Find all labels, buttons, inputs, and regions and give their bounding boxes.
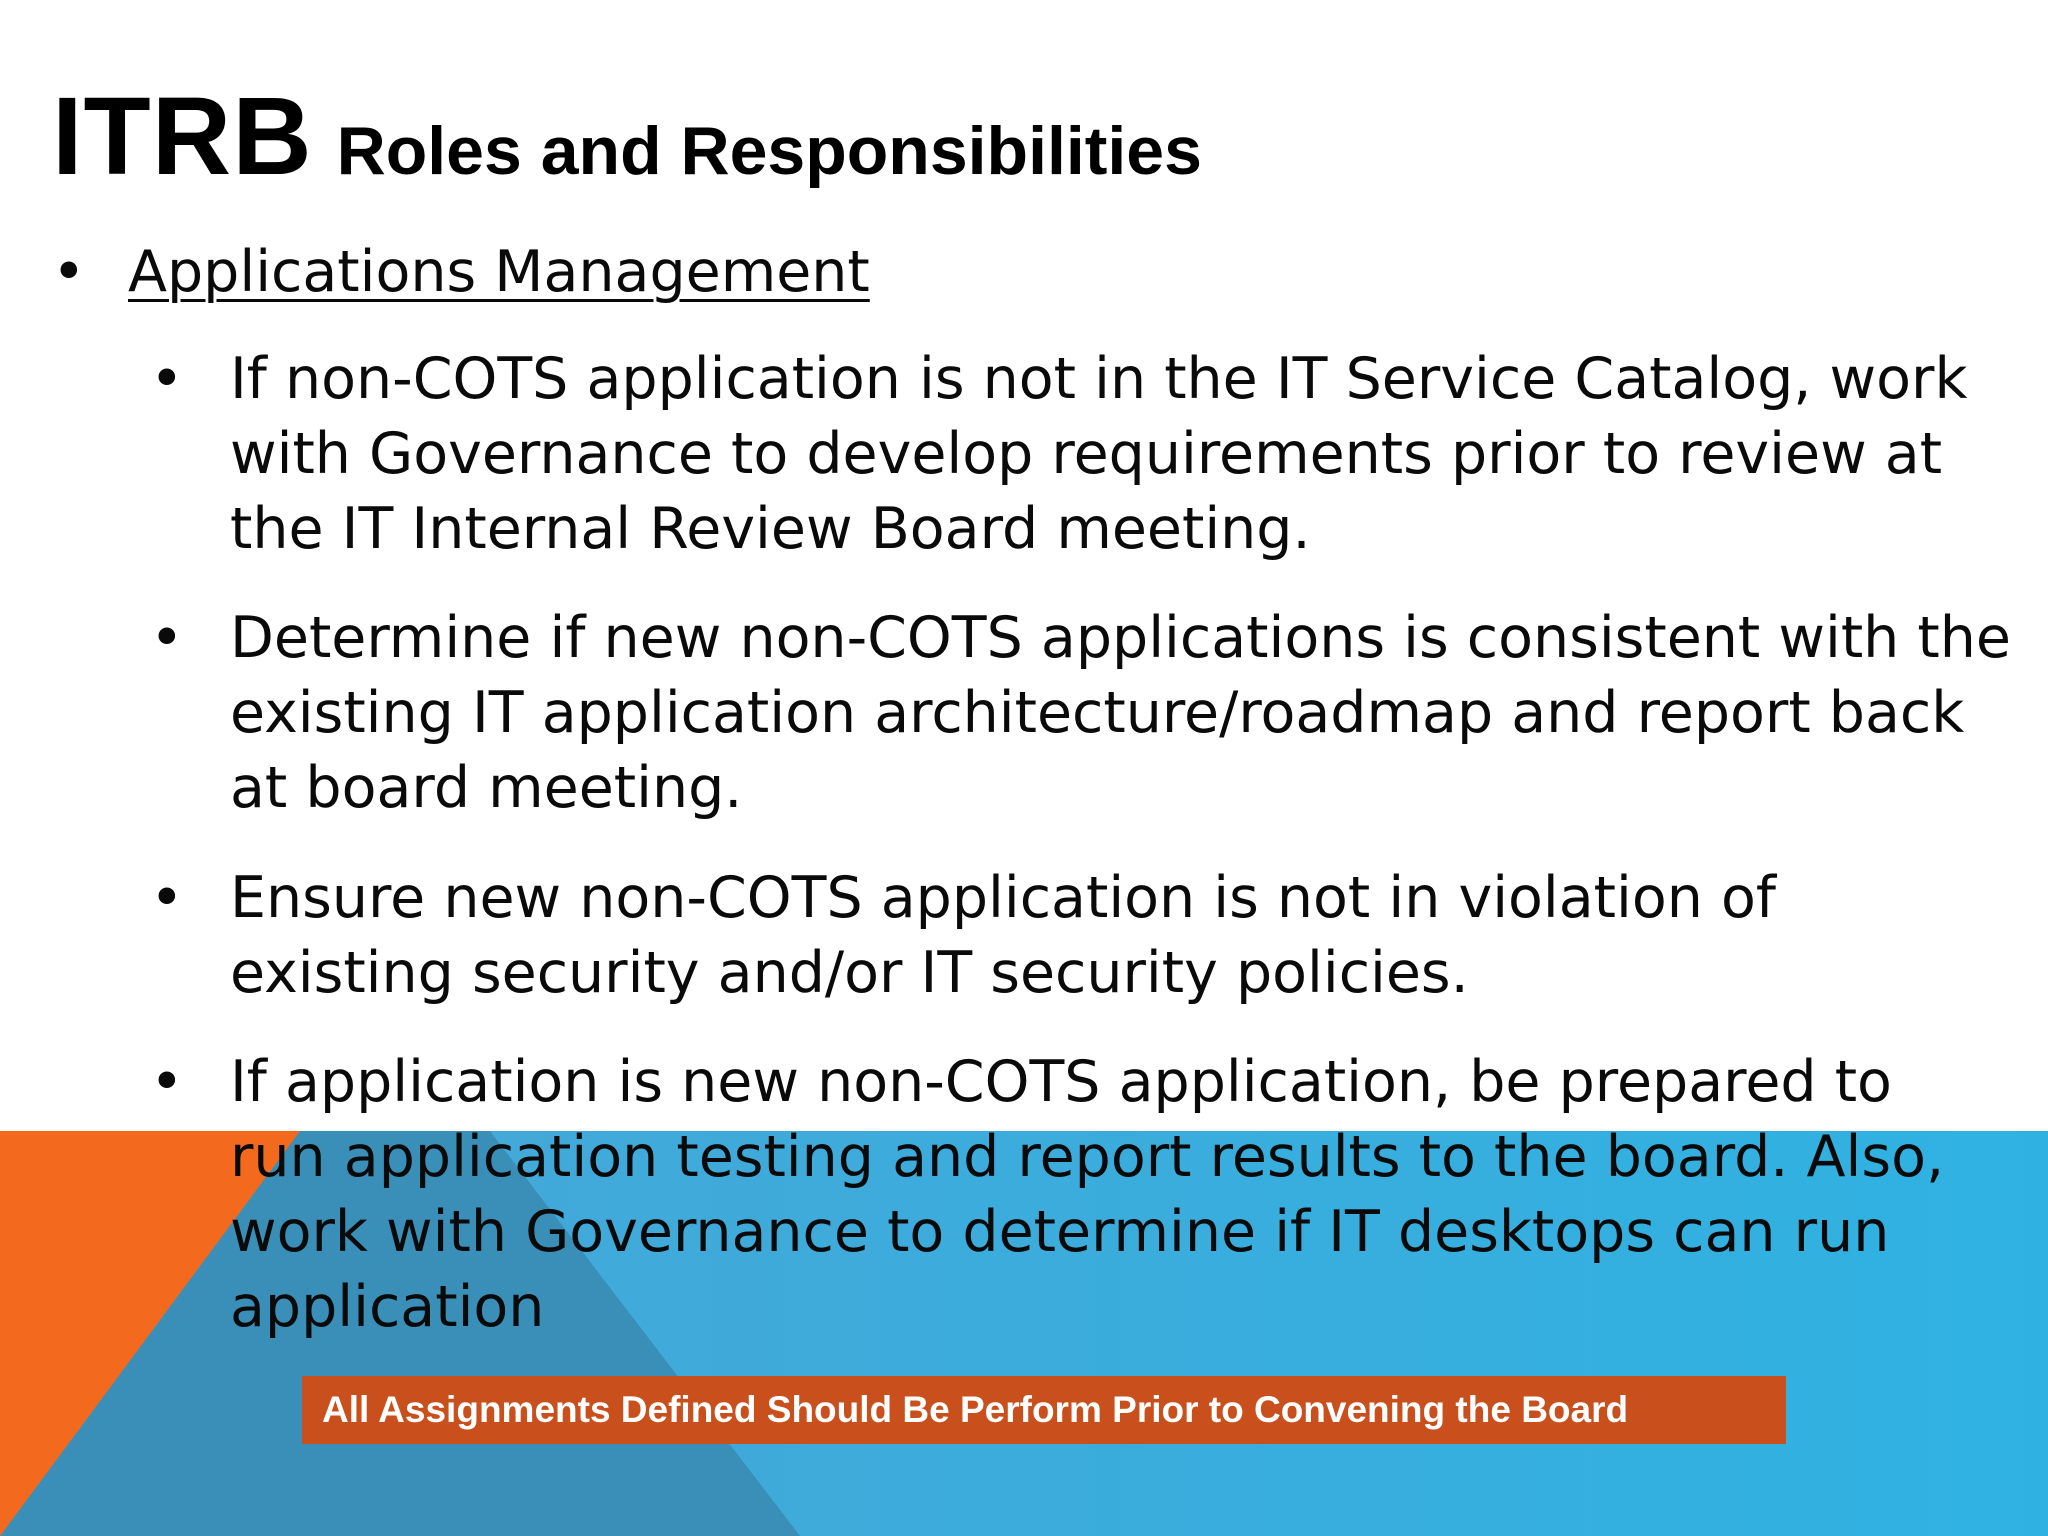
title-sub: Roles and Responsibilities: [336, 113, 1202, 189]
bullet-icon: •: [52, 239, 86, 305]
section-label: Applications Management: [128, 239, 870, 305]
footer-banner: All Assignments Defined Should Be Perform Prior to Convening the Board: [302, 1376, 1786, 1444]
list-item-text: If non-COTS application is not in the IT Service Catalog, work with Governance to develop requirements prior to review at the IT Internal Review Board meeting.: [230, 346, 1968, 562]
list-item: [150, 342, 2020, 567]
list-item-text: Ensure new non-COTS application is not in violation of existing security and/or IT security policies.: [230, 865, 1776, 1006]
bullet-icon: •: [150, 605, 184, 671]
list-item: [150, 601, 2020, 826]
list-item-text: If application is new non-COTS application, be prepared to run application testing and report results to the board. Also, work with Governance to determine if IT desktops can run application: [230, 1049, 1945, 1340]
list-item: [150, 1045, 2020, 1345]
bullet-icon: •: [150, 346, 184, 412]
title-main: ITRB: [52, 75, 313, 198]
list-item-text: Determine if new non-COTS applications is consistent with the existing IT application architecture/roadmap and report back at board meeting.: [230, 605, 2011, 821]
section-heading: [128, 234, 870, 310]
bullet-icon: •: [150, 1049, 184, 1115]
list-item: [150, 861, 2020, 1011]
bullet-icon: •: [150, 865, 184, 931]
